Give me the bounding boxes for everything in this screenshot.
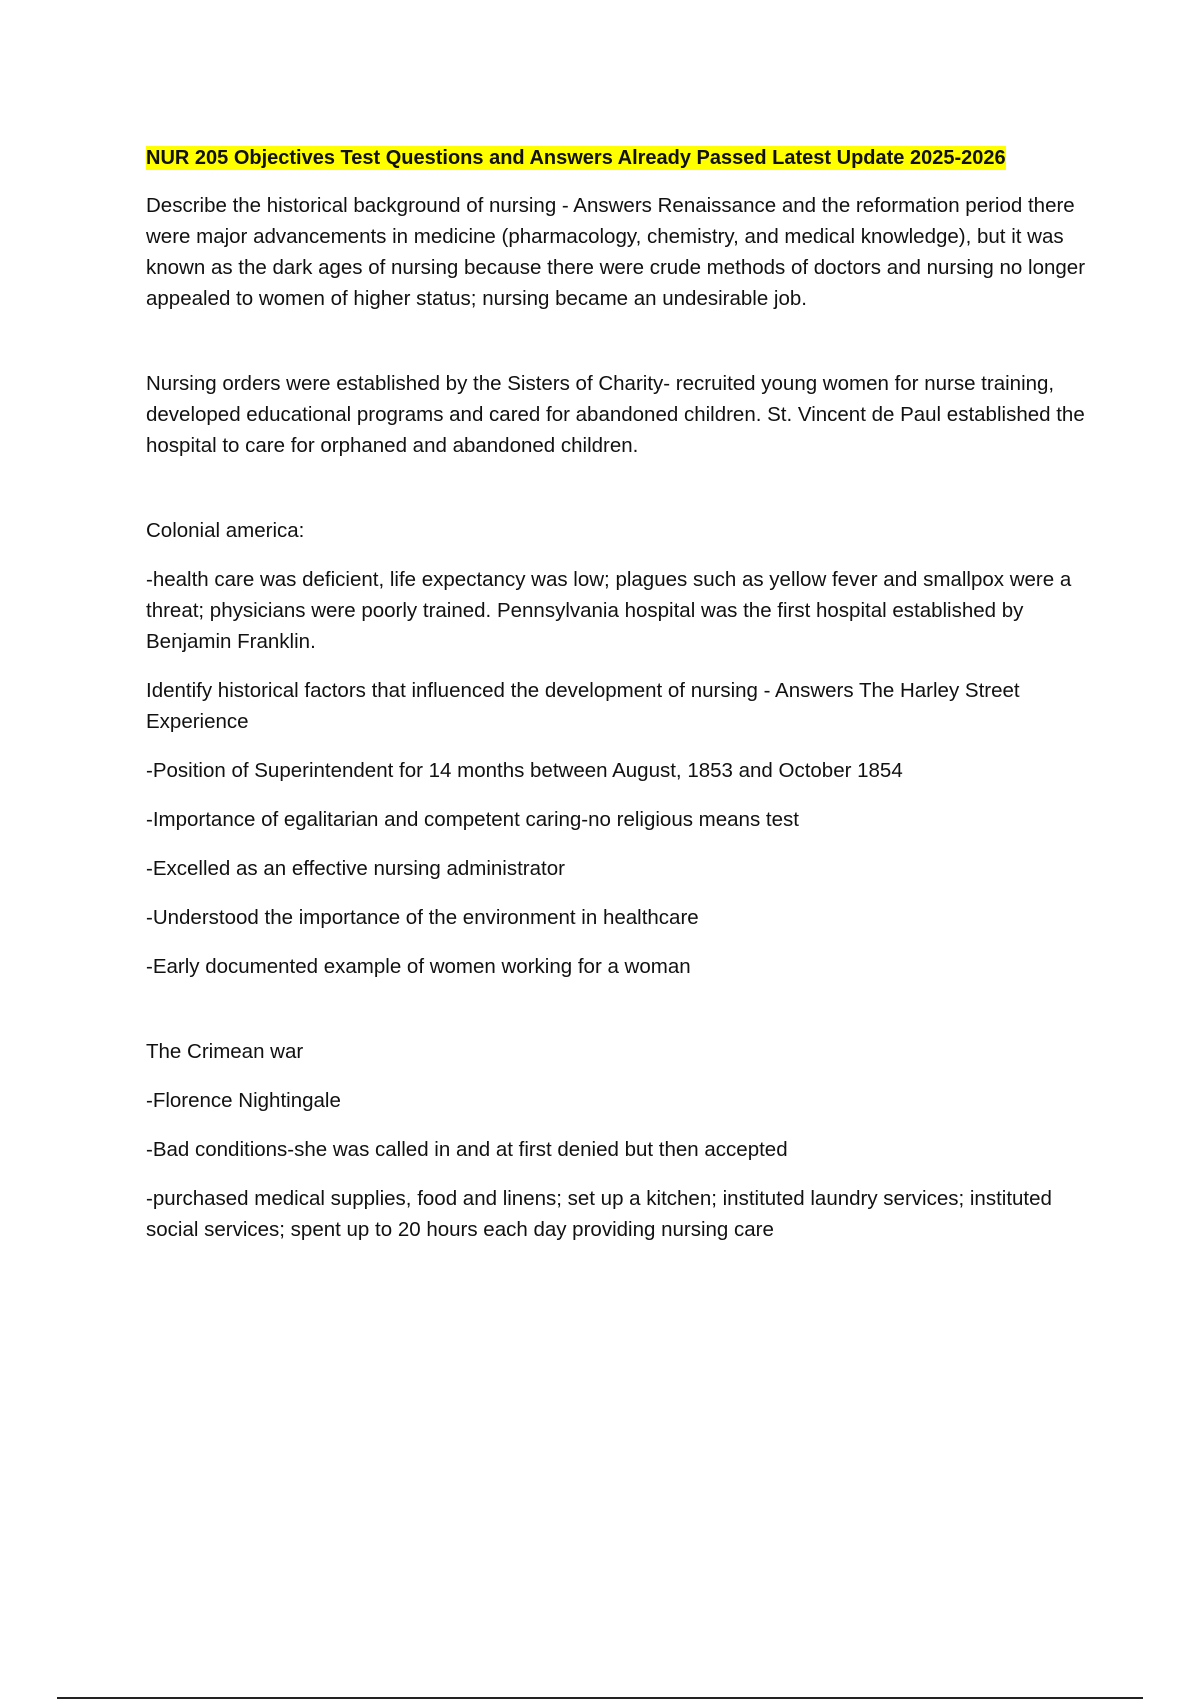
page-divider (57, 1697, 1143, 1699)
list-item: -Florence Nightingale (146, 1089, 341, 1112)
list-item: -Importance of egalitarian and competent caring-no religious means test (146, 808, 799, 831)
list-item: -Bad conditions-she was called in and at first denied but then accepted (146, 1138, 788, 1161)
paragraph-colonial-america-heading: Colonial america: (146, 519, 305, 542)
document-page (146, 143, 1096, 1263)
paragraph-crimean-war-heading: The Crimean war (146, 1040, 304, 1063)
title-wrap (146, 143, 1096, 175)
paragraph-historical-background: Describe the historical background of nursing - Answers Renaissance and the reformation period there were major advancements in medicine (pharmacology, chemistry, and medical knowledge), but it was known as the dark ages of nursing because there were crude methods of doctors and nursing no longer appealed to women of higher status; nursing became an undesirable job. (146, 194, 1086, 310)
paragraph-colonial-health-care: -health care was deficient, life expectancy was low; plagues such as yellow fever and smallpox were a threat; physicians were poorly trained. Pennsylvania hospital was the first hospital established by Benjamin Franklin. (146, 568, 1072, 653)
list-item: -Early documented example of women working for a woman (146, 955, 691, 978)
list-item: -Position of Superintendent for 14 months between August, 1853 and October 1854 (146, 759, 903, 782)
paragraph-nursing-orders: Nursing orders were established by the Sisters of Charity- recruited young women for nurse training, developed educational programs and cared for abandoned children. St. Vincent de Paul established the hospital to care for orphaned and abandoned children. (146, 372, 1085, 457)
list-item: -purchased medical supplies, food and linens; set up a kitchen; instituted laundry services; instituted social services; spent up to 20 hours each day providing nursing care (146, 1187, 1052, 1241)
list-item: -Understood the importance of the environment in healthcare (146, 906, 699, 929)
document-title: NUR 205 Objectives Test Questions and Answers Already Passed Latest Update 2025-2026 (146, 147, 1006, 169)
paragraph-historical-factors: Identify historical factors that influenced the development of nursing - Answers The Harley Street Experience (146, 679, 1020, 733)
list-item: -Excelled as an effective nursing administrator (146, 857, 565, 880)
